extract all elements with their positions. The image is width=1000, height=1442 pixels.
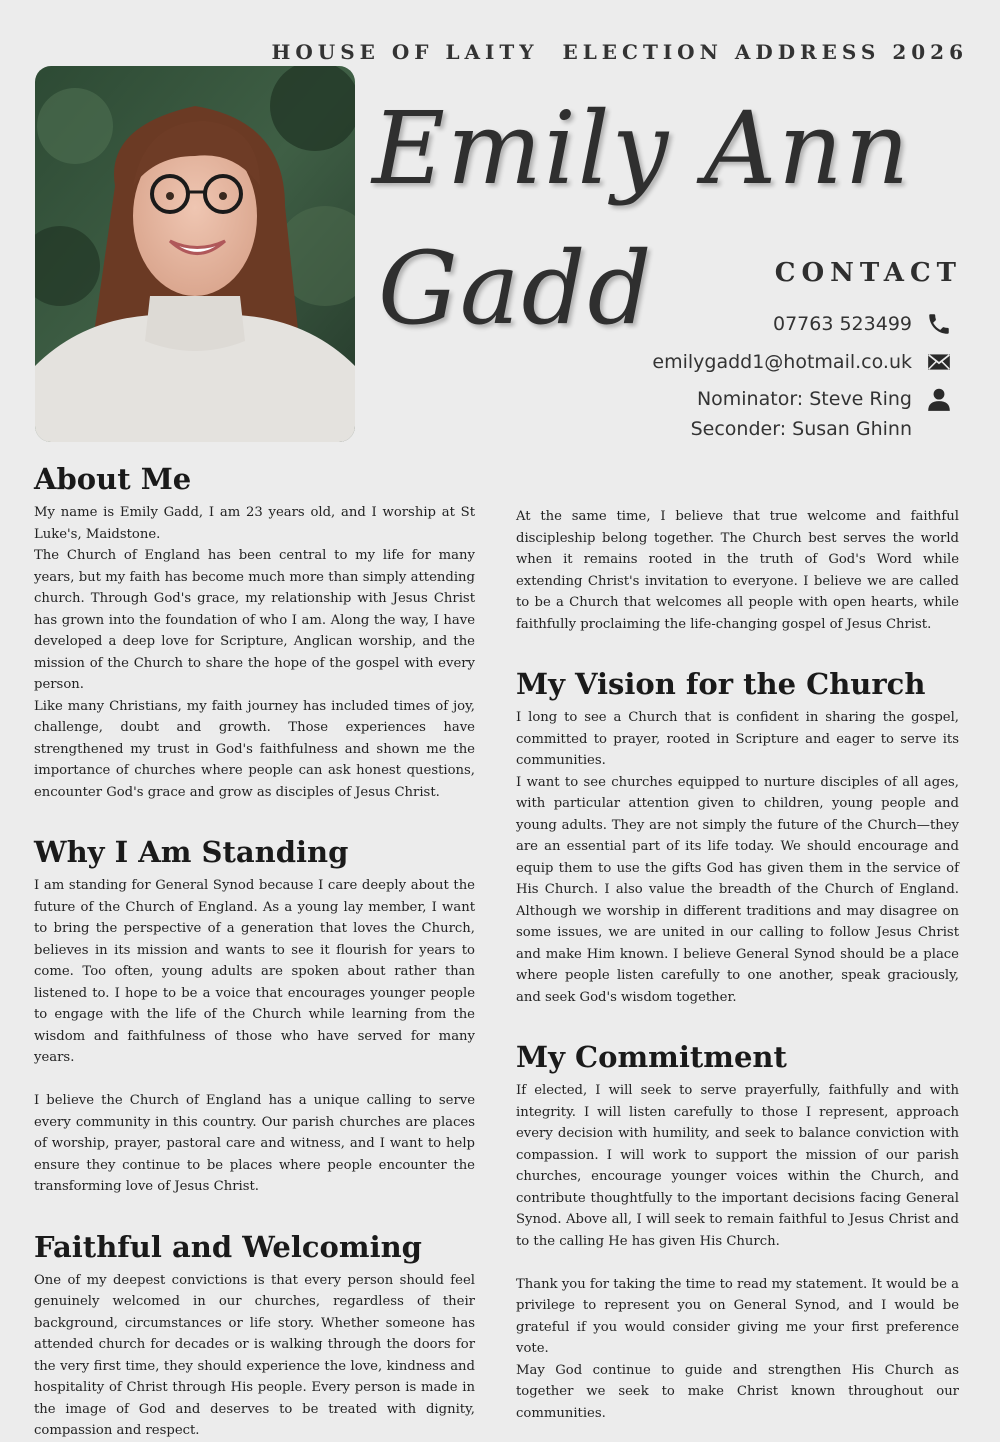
standing-heading: Why I Am Standing: [34, 835, 349, 869]
commitment-paragraph: May God continue to guide and strengthen His Church as together we seek to make Christ known throughout our communities.: [516, 1362, 959, 1421]
vision-heading: My Vision for the Church: [516, 667, 926, 701]
person-icon: [926, 386, 952, 412]
contact-nominator-row: [697, 386, 952, 412]
faithful-paragraph: At the same time, I believe that true welcome and faithful discipleship belong together. The Church best serves the world when it remains rooted in the truth of God's Word while extending Christ's invitation to everyone. I believe we are called to be a Church that welcomes all people with open hearts, while faithfully proclaiming the life-changing gospel of Jesus Christ.: [516, 509, 959, 632]
email-address[interactable]: emilygadd1@hotmail.co.uk: [652, 351, 912, 373]
contact-email-row: [652, 349, 952, 375]
nominator: Nominator: Steve Ring: [696, 388, 912, 410]
commitment-paragraph: If elected, I will seek to serve prayerfully, faithfully and with integrity. I will listen carefully to those I represent, approach every decision with humility, and seek to balance conviction with compassion. I will work to support the mission of our parish churches, encourage younger voices within the Church, and contribute thoughtfully to the important decisions facing General Synod. Above all, I will seek to remain faithful to Jesus Christ and to the calling He has given His Church.: [516, 1083, 959, 1249]
about-paragraph: My name is Emily Gadd, I am 23 years old, and I worship at St Luke's, Maidstone.: [34, 505, 475, 542]
seconder: Seconder: Susan Ghinn: [690, 418, 912, 440]
vision-paragraph: I long to see a Church that is confident in sharing the gospel, committed to prayer, rooted in Scripture and eager to serve its communities.: [516, 710, 959, 768]
faithful-paragraph: One of my deepest convictions is that every person should feel genuinely welcomed in our churches, regardless of their background, circumstances or life story. Whether someone has attended church for decades or is walking through the doors for the very first time, they should experience the love, kindness and hospitality of Christ through His people. Every person is made in the image of God and deserves to be treated with dignity, compassion and respect.: [34, 1272, 475, 1438]
standing-paragraph: I am standing for General Synod because I care deeply about the future of the Church of England. As a young lay member, I want to bring the perspective of a generation that loves the Church, believes in its mission and wants to see it flourish for years to come. Too often, young adults are spoken about rather than listened to. I hope to be a voice that encourages younger people to engage with the life of the Church while learning from the wisdom and faithfulness of those who have served for many years.: [34, 878, 475, 1065]
candidate-last-name: Gadd: [378, 230, 654, 347]
left-column: [34, 462, 475, 1442]
document-title: HOUSE OF LAITY ELECTION ADDRESS 2026: [271, 40, 968, 64]
contact-phone-row: [773, 311, 952, 337]
about-heading: About Me: [34, 462, 192, 496]
contact-seconder-row: [691, 418, 912, 440]
vision-paragraph: I want to see churches equipped to nurture disciples of all ages, with particular attention given to children, young people and young adults. They are not simply the future of the Church—they are an essential part of its life today. We should encourage and equip them to use the gifts God has given them in the service of His Church. I also value the breadth of the Church of England. Although we worship in different traditions and may disagree on some issues, we are united in our calling to follow Jesus Christ and make Him known. I believe General Synod should be a place where people listen carefully to one another, speak graciously, and seek God's wisdom together.: [516, 774, 959, 1005]
commitment-paragraph: Thank you for taking the time to read my statement. It would be a privilege to represent you on General Synod, and I would be grateful if you would consider giving me your first preference vote.: [516, 1276, 959, 1356]
about-paragraph: The Church of England has been central to my life for many years, but my faith has become much more than simply attending church. Through God's grace, my relationship with Jesus Christ has grown into the foundation of who I am. Along the way, I have developed a deep love for Scripture, Anglican worship, and the mission of the Church to share the hope of the gospel with every person.: [34, 548, 475, 692]
phone-icon: [926, 311, 952, 337]
contact-heading: CONTACT: [774, 258, 962, 288]
standing-paragraph: I believe the Church of England has a unique calling to serve every community in this country. Our parish churches are places of worship, prayer, pastoral care and witness, and I want to help ensure they continue to be places where people encounter the transforming love of Jesus Christ.: [34, 1093, 475, 1194]
right-column: [516, 506, 959, 1424]
candidate-photo: [35, 66, 355, 442]
about-paragraph: Like many Christians, my faith journey has included times of joy, challenge, doubt and growth. Those experiences have strengthened my trust in God's faithfulness and shown me the importance of churches where people can ask honest questions, encounter God's grace and grow as disciples of Jesus Christ.: [34, 698, 475, 800]
faithful-heading: Faithful and Welcoming: [34, 1229, 422, 1264]
commitment-heading: My Commitment: [516, 1040, 787, 1074]
phone-number[interactable]: 07763 523499: [772, 313, 912, 335]
candidate-first-name: Emily Ann: [372, 90, 912, 207]
mail-icon: [926, 349, 952, 375]
